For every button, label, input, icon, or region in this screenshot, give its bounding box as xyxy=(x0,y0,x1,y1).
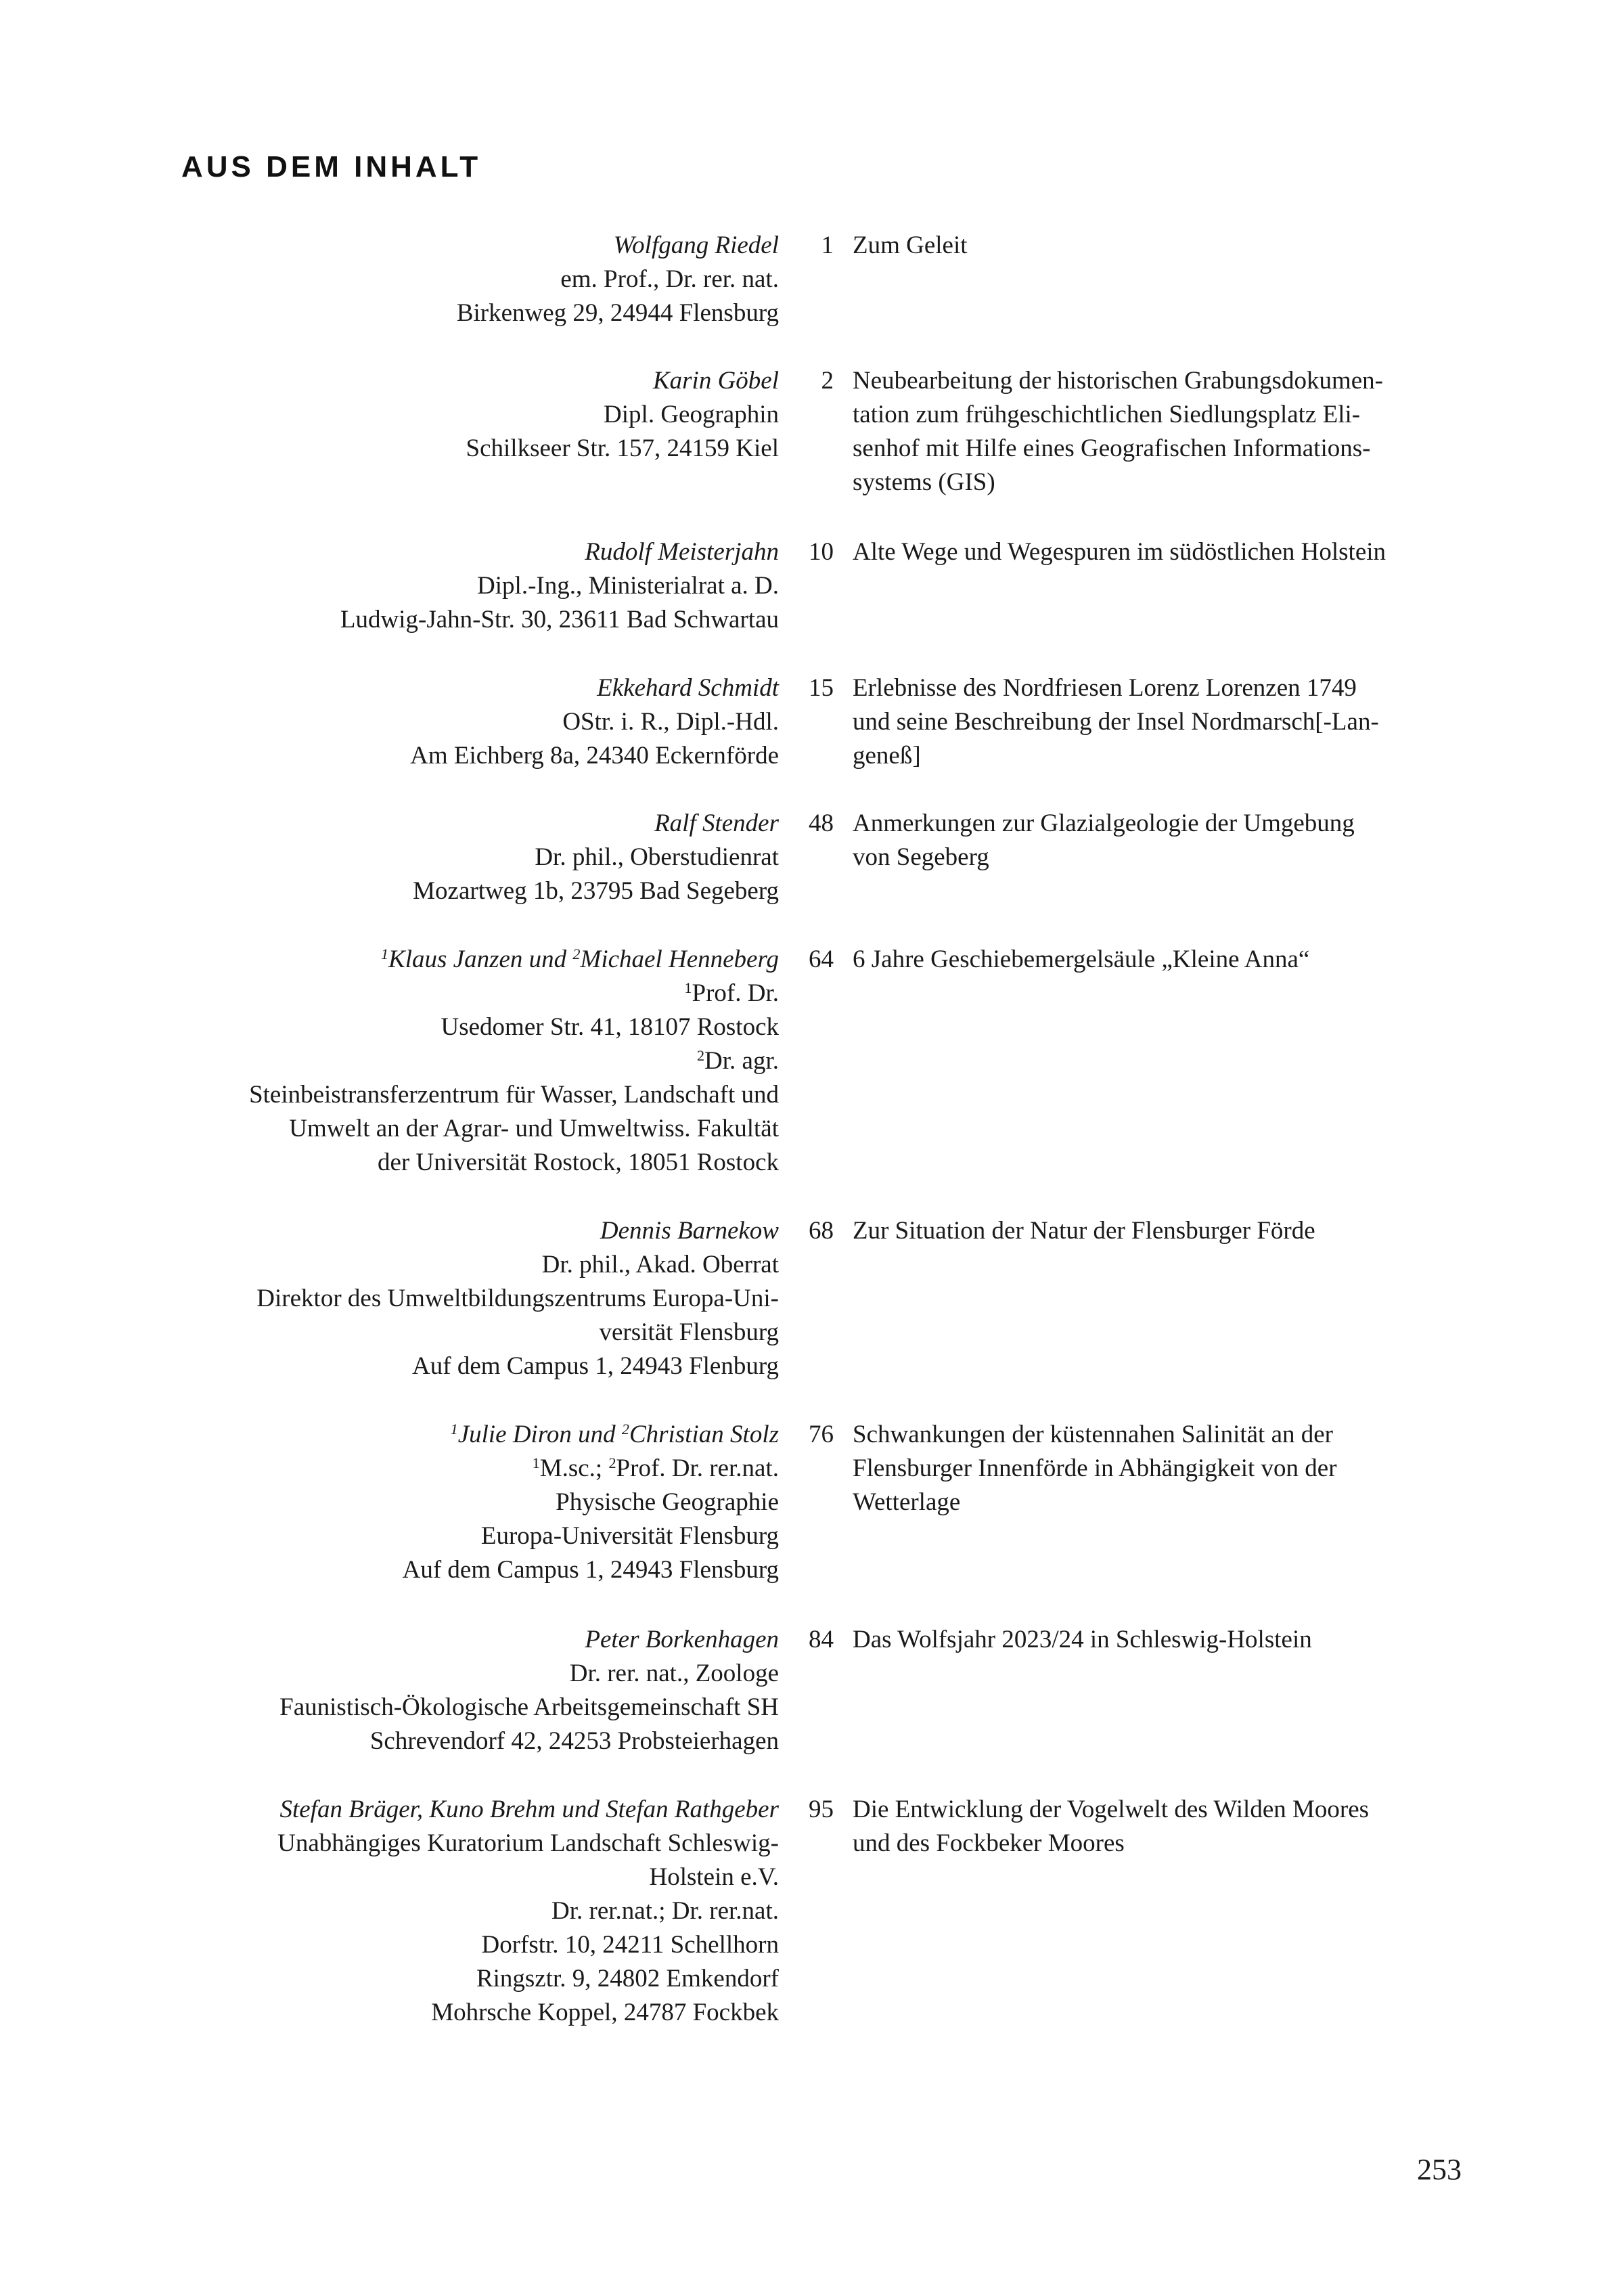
entry-page-number: 10 xyxy=(809,538,834,566)
title-line: Neubearbeitung der historischen Grabungsdokumen- xyxy=(853,367,1383,395)
title-line: Wetterlage xyxy=(853,1488,961,1516)
author-detail: Ringsztr. 9, 24802 Emkendorf xyxy=(476,1965,779,1993)
entry-title xyxy=(853,535,1475,569)
entry-authors xyxy=(102,1623,779,1758)
author-names: Dennis Barnekow xyxy=(600,1217,779,1245)
author-detail: Dorfstr. 10, 24211 Schellhorn xyxy=(481,1931,779,1959)
author-detail: Direktor des Umweltbildungszentrums Europa-Uni- xyxy=(256,1285,779,1312)
author-names: Peter Borkenhagen xyxy=(585,1626,779,1653)
author-detail: Birkenweg 29, 24944 Flensburg xyxy=(456,299,779,327)
author-detail: Schrevendorf 42, 24253 Probsteierhagen xyxy=(369,1727,779,1755)
title-line: Anmerkungen zur Glazialgeologie der Umgebung xyxy=(853,809,1355,837)
entry-title xyxy=(853,1418,1475,1519)
entry-page-number: 15 xyxy=(809,674,834,702)
author-names: Ralf Stender xyxy=(654,809,779,837)
author-detail: Auf dem Campus 1, 24943 Flensburg xyxy=(402,1556,779,1584)
author-detail: der Universität Rostock, 18051 Rostock xyxy=(378,1149,779,1176)
title-line: geneß] xyxy=(853,742,921,770)
author-detail: Dr. rer.nat.; Dr. rer.nat. xyxy=(551,1897,779,1925)
entry-title xyxy=(853,943,1475,977)
author-names: Karin Göbel xyxy=(652,367,779,395)
title-line: Zur Situation der Natur der Flensburger Förde xyxy=(853,1217,1315,1245)
author-detail: em. Prof., Dr. rer. nat. xyxy=(560,265,779,293)
author-detail: Schilkseer Str. 157, 24159 Kiel xyxy=(466,435,779,462)
author-names: $^1$Julie Diron und $^2$Christian Stolz xyxy=(450,1420,779,1448)
author-detail: Mohrsche Koppel, 24787 Fockbek xyxy=(431,1999,779,2026)
title-line: 6 Jahre Geschiebemergelsäule „Kleine Anna“ xyxy=(853,945,1310,973)
author-detail: Faunistisch-Ökologische Arbeitsgemeinschaft SH xyxy=(279,1693,779,1721)
author-detail: Europa-Universität Flensburg xyxy=(480,1522,779,1550)
entry-title xyxy=(853,1214,1475,1248)
title-line: Zum Geleit xyxy=(853,231,968,259)
author-detail: Dipl.-Ing., Ministerialrat a. D. xyxy=(477,572,779,600)
author-detail: Auf dem Campus 1, 24943 Flenburg xyxy=(412,1352,779,1380)
author-detail: Ludwig-Jahn-Str. 30, 23611 Bad Schwartau xyxy=(340,606,779,633)
entry-authors xyxy=(102,535,779,637)
title-line: Die Entwicklung der Vogelwelt des Wilden Moores xyxy=(853,1796,1370,1823)
author-detail: Dr. phil., Akad. Oberrat xyxy=(541,1251,779,1278)
author-names: Wolfgang Riedel xyxy=(613,231,779,259)
author-detail: $^1$Prof. Dr. xyxy=(684,979,779,1007)
entry-title xyxy=(853,364,1475,499)
entry-authors xyxy=(102,1214,779,1383)
title-line: systems (GIS) xyxy=(853,468,995,496)
title-line: von Segeberg xyxy=(853,843,989,871)
author-detail: OStr. i. R., Dipl.-Hdl. xyxy=(562,708,779,736)
author-names: Rudolf Meisterjahn xyxy=(585,538,779,566)
entry-authors xyxy=(102,671,779,773)
entry-authors xyxy=(102,943,779,1180)
title-line: Erlebnisse des Nordfriesen Lorenz Lorenzen 1749 xyxy=(853,674,1357,702)
author-names: Stefan Bräger, Kuno Brehm und Stefan Rathgeber xyxy=(279,1796,779,1823)
entry-title xyxy=(853,807,1475,874)
entry-page-number: 1 xyxy=(821,231,834,259)
entry-page-number: 76 xyxy=(809,1421,834,1448)
author-names: Ekkehard Schmidt xyxy=(597,674,779,702)
author-detail: $^1$M.sc.; $^2$Prof. Dr. rer.nat. xyxy=(532,1454,779,1482)
entry-authors xyxy=(102,1418,779,1587)
page-heading: AUS DEM INHALT xyxy=(181,150,482,183)
entry-title xyxy=(853,1793,1475,1861)
entry-page-number: 48 xyxy=(809,809,834,837)
title-line: Alte Wege und Wegespuren im südöstlichen Holstein xyxy=(853,538,1386,566)
page-number: 253 xyxy=(1417,2153,1462,2186)
entry-title xyxy=(853,671,1475,773)
entry-authors xyxy=(102,807,779,908)
entry-page-number: 84 xyxy=(809,1626,834,1653)
author-detail: Dr. phil., Oberstudienrat xyxy=(535,843,779,871)
author-detail: Umwelt an der Agrar- und Umweltwiss. Fakultät xyxy=(289,1115,779,1142)
entry-authors xyxy=(102,1793,779,2030)
entry-page-number: 68 xyxy=(809,1217,834,1245)
title-line: Das Wolfsjahr 2023/24 in Schleswig-Holstein xyxy=(853,1626,1312,1653)
author-detail: Usedomer Str. 41, 18107 Rostock xyxy=(441,1013,779,1041)
author-detail: Am Eichberg 8a, 24340 Eckernförde xyxy=(410,742,779,770)
author-detail: Dipl. Geographin xyxy=(604,401,779,428)
entry-page-number: 95 xyxy=(809,1796,834,1823)
entry-page-number: 2 xyxy=(821,367,834,395)
author-detail: Physische Geographie xyxy=(556,1488,779,1516)
title-line: senhof mit Hilfe eines Geografischen Informations- xyxy=(853,435,1371,462)
author-detail: Steinbeistransferzentrum für Wasser, Landschaft und xyxy=(249,1081,779,1109)
title-line: Flensburger Innenförde in Abhängigkeit von der xyxy=(853,1454,1337,1482)
entry-title xyxy=(853,229,1475,263)
author-detail: versität Flensburg xyxy=(599,1318,779,1346)
author-detail: Mozartweg 1b, 23795 Bad Segeberg xyxy=(413,877,779,905)
author-detail: $^2$Dr. agr. xyxy=(696,1046,779,1075)
entry-authors xyxy=(102,364,779,466)
entry-title xyxy=(853,1623,1475,1657)
entry-page-number: 64 xyxy=(809,945,834,973)
title-line: und des Fockbeker Moores xyxy=(853,1829,1125,1857)
title-line: Schwankungen der küstennahen Salinität an der xyxy=(853,1421,1333,1448)
author-detail: Dr. rer. nat., Zoologe xyxy=(569,1660,779,1687)
entry-authors xyxy=(102,229,779,330)
title-line: und seine Beschreibung der Insel Nordmarsch[-Lan- xyxy=(853,708,1379,736)
author-detail: Holstein e.V. xyxy=(649,1863,779,1891)
author-detail: Unabhängiges Kuratorium Landschaft Schleswig- xyxy=(277,1829,779,1857)
title-line: tation zum frühgeschichtlichen Siedlungsplatz Eli- xyxy=(853,401,1361,428)
author-names: $^1$Klaus Janzen und $^2$Michael Henneberg xyxy=(380,945,779,973)
